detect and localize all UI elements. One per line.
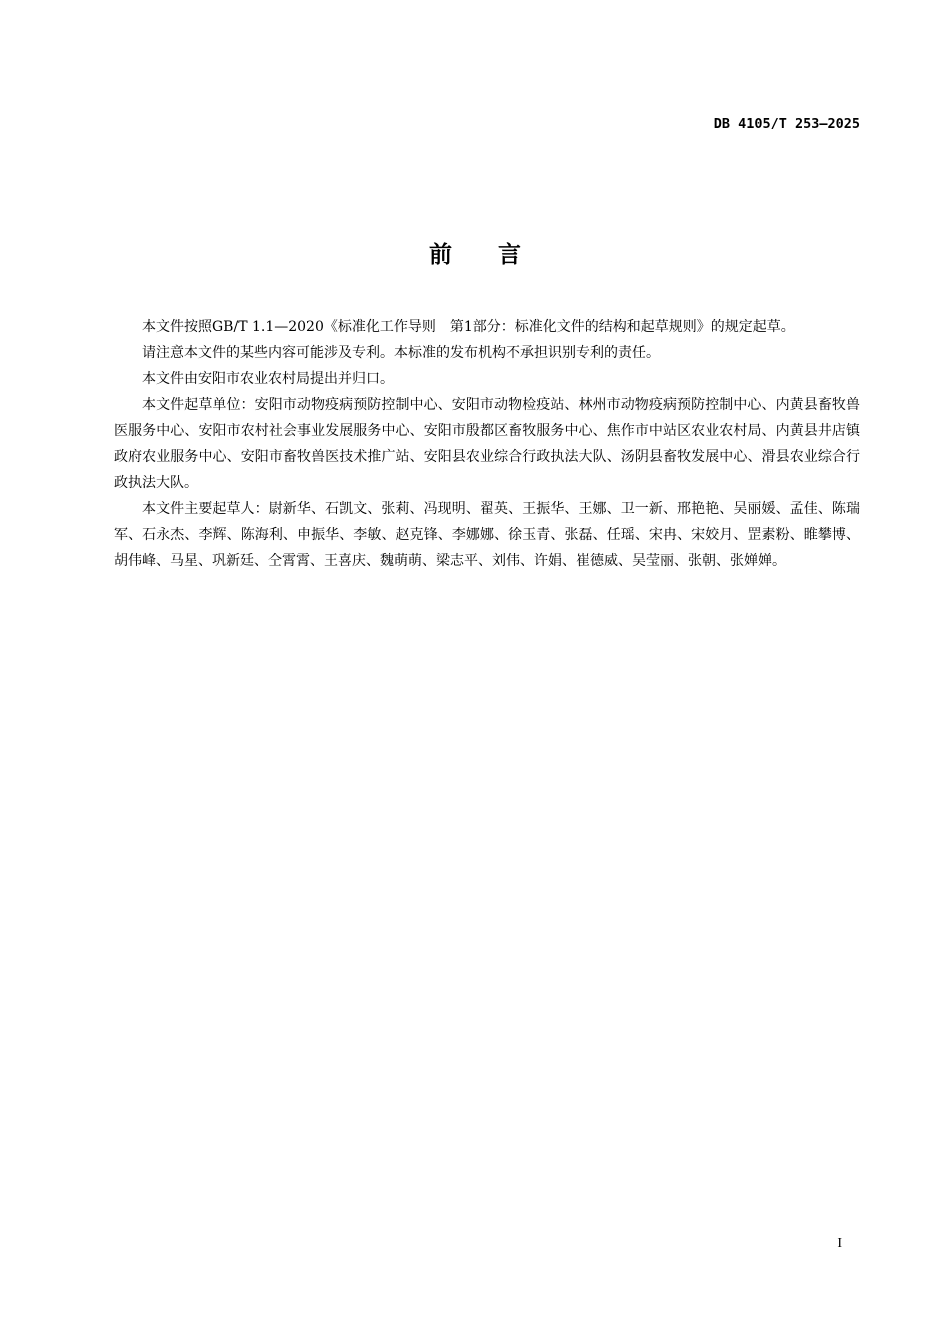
foreword-body	[114, 314, 860, 574]
paragraph-proposer: 本文件由安阳市农业农村局提出并归口。	[142, 371, 394, 387]
paragraph-main-drafters: 本文件主要起草人：尉新华、石凯文、张莉、冯现明、翟英、王振华、王娜、卫一新、邢艳艳、吴丽媛、孟佳、陈瑞军、石永杰、李辉、陈海利、申振华、李敏、赵克锋、李娜娜、徐玉青、张磊、任瑶、宋冉、宋姣月、罡素粉、睢攀博、胡伟峰、马星、巩新廷、仝霄霄、王喜庆、魏萌萌、梁志平、刘伟、许娟、崔德威、吴莹丽、张朝、张婵婵。	[114, 501, 860, 569]
page-title: 前 言	[429, 242, 521, 268]
page-number: I	[837, 1236, 842, 1251]
paragraph-drafting-rules: 本文件按照GB/T 1.1—2020《标准化工作导则 第1部分：标准化文件的结构和起草规则》的规定起草。	[142, 319, 795, 335]
document-code: DB 4105/T 253—2025	[713, 116, 860, 132]
paragraph-drafting-units: 本文件起草单位：安阳市动物疫病预防控制中心、安阳市动物检疫站、林州市动物疫病预防控制中心、内黄县畜牧兽医服务中心、安阳市农村社会事业发展服务中心、安阳市殷都区畜牧服务中心、焦作市中站区农业农村局、内黄县井店镇政府农业服务中心、安阳市畜牧兽医技术推广站、安阳县农业综合行政执法大队、汤阴县畜牧发展中心、滑县农业综合行政执法大队。	[114, 397, 860, 491]
paragraph-patent-notice: 请注意本文件的某些内容可能涉及专利。本标准的发布机构不承担识别专利的责任。	[142, 345, 660, 361]
